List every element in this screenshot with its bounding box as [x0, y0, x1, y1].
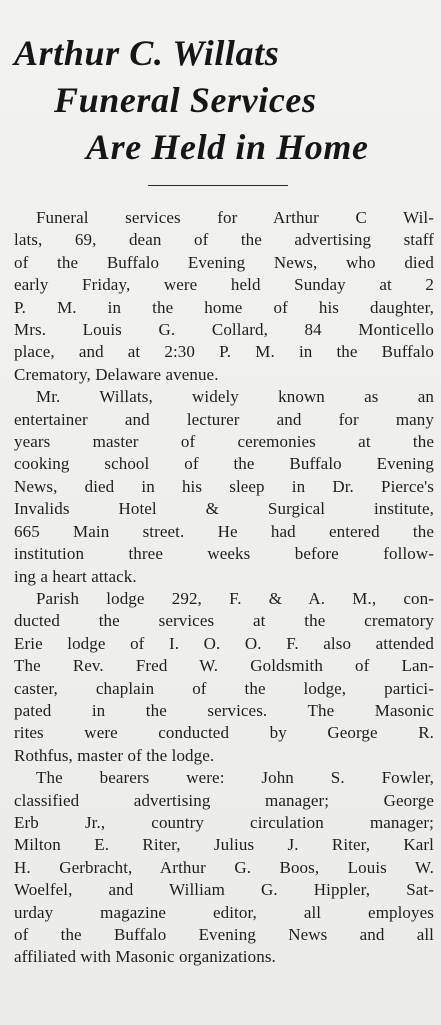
text-line: years master of ceremonies at the	[14, 432, 434, 452]
text-line: Crematory, Delaware avenue.	[14, 364, 219, 384]
text-line: Erb Jr., country circulation manager;	[14, 812, 434, 832]
text-line: H. Gerbracht, Arthur G. Boos, Louis W.	[14, 857, 434, 877]
text-line: Woelfel, and William G. Hippler, Sat-	[14, 880, 434, 900]
text-line: Rothfus, master of the lodge.	[14, 745, 215, 765]
text-line: The Rev. Fred W. Goldsmith of Lan-	[14, 656, 434, 676]
text-line: Milton E. Riter, Julius J. Riter, Karl	[14, 835, 434, 855]
headline-line: Are Held in Home	[86, 127, 369, 167]
text-line: ing a heart attack.	[14, 566, 137, 586]
text-line: P. M. in the home of his daughter,	[14, 297, 434, 317]
text-line: News, died in his sleep in Dr. Pierce's	[14, 476, 434, 496]
text-line: entertainer and lecturer and for many	[14, 409, 434, 429]
text-line: Funeral services for Arthur C Wil-	[36, 208, 434, 227]
text-line: ducted the services at the crematory	[14, 611, 434, 631]
text-line: pated in the services. The Masonic	[14, 700, 434, 720]
article-paragraph	[14, 386, 434, 588]
text-line: Mrs. Louis G. Collard, 84 Monticello	[14, 320, 434, 340]
text-line: The bearers were: John S. Fowler,	[36, 768, 434, 788]
text-line: of the Buffalo Evening News and all	[14, 925, 434, 944]
text-line: institution three weeks before follow-	[14, 544, 434, 564]
article-body	[14, 207, 434, 969]
headline	[14, 30, 434, 171]
text-line: place, and at 2:30 P. M. in the Buffalo	[14, 342, 434, 362]
text-line: lats, 69, dean of the advertising staff	[14, 230, 434, 250]
text-line: of the Buffalo Evening News, who died	[14, 252, 434, 272]
text-line: Mr. Willats, widely known as an	[36, 387, 434, 407]
text-line: Erie lodge of I. O. O. F. also attended	[14, 633, 434, 653]
headline-divider	[148, 185, 288, 186]
text-line: urday magazine editor, all employes	[14, 902, 434, 922]
text-line: 665 Main street. He had entered the	[14, 521, 434, 541]
text-line: Parish lodge 292, F. & A. M., con-	[36, 588, 434, 608]
text-line: early Friday, were held Sunday at 2	[14, 275, 434, 295]
text-line: Invalids Hotel & Surgical institute,	[14, 499, 434, 519]
article-paragraph	[14, 588, 434, 767]
article-paragraph	[14, 207, 434, 386]
text-line: classified advertising manager; George	[14, 790, 434, 810]
article-paragraph	[14, 767, 434, 969]
text-line: rites were conducted by George R.	[14, 723, 434, 743]
headline-line: Arthur C. Willats	[14, 33, 280, 73]
text-line: affiliated with Masonic organizations.	[14, 947, 276, 967]
headline-line: Funeral Services	[54, 80, 317, 120]
text-line: caster, chaplain of the lodge, partici-	[14, 678, 434, 698]
text-line: cooking school of the Buffalo Evening	[14, 454, 434, 474]
